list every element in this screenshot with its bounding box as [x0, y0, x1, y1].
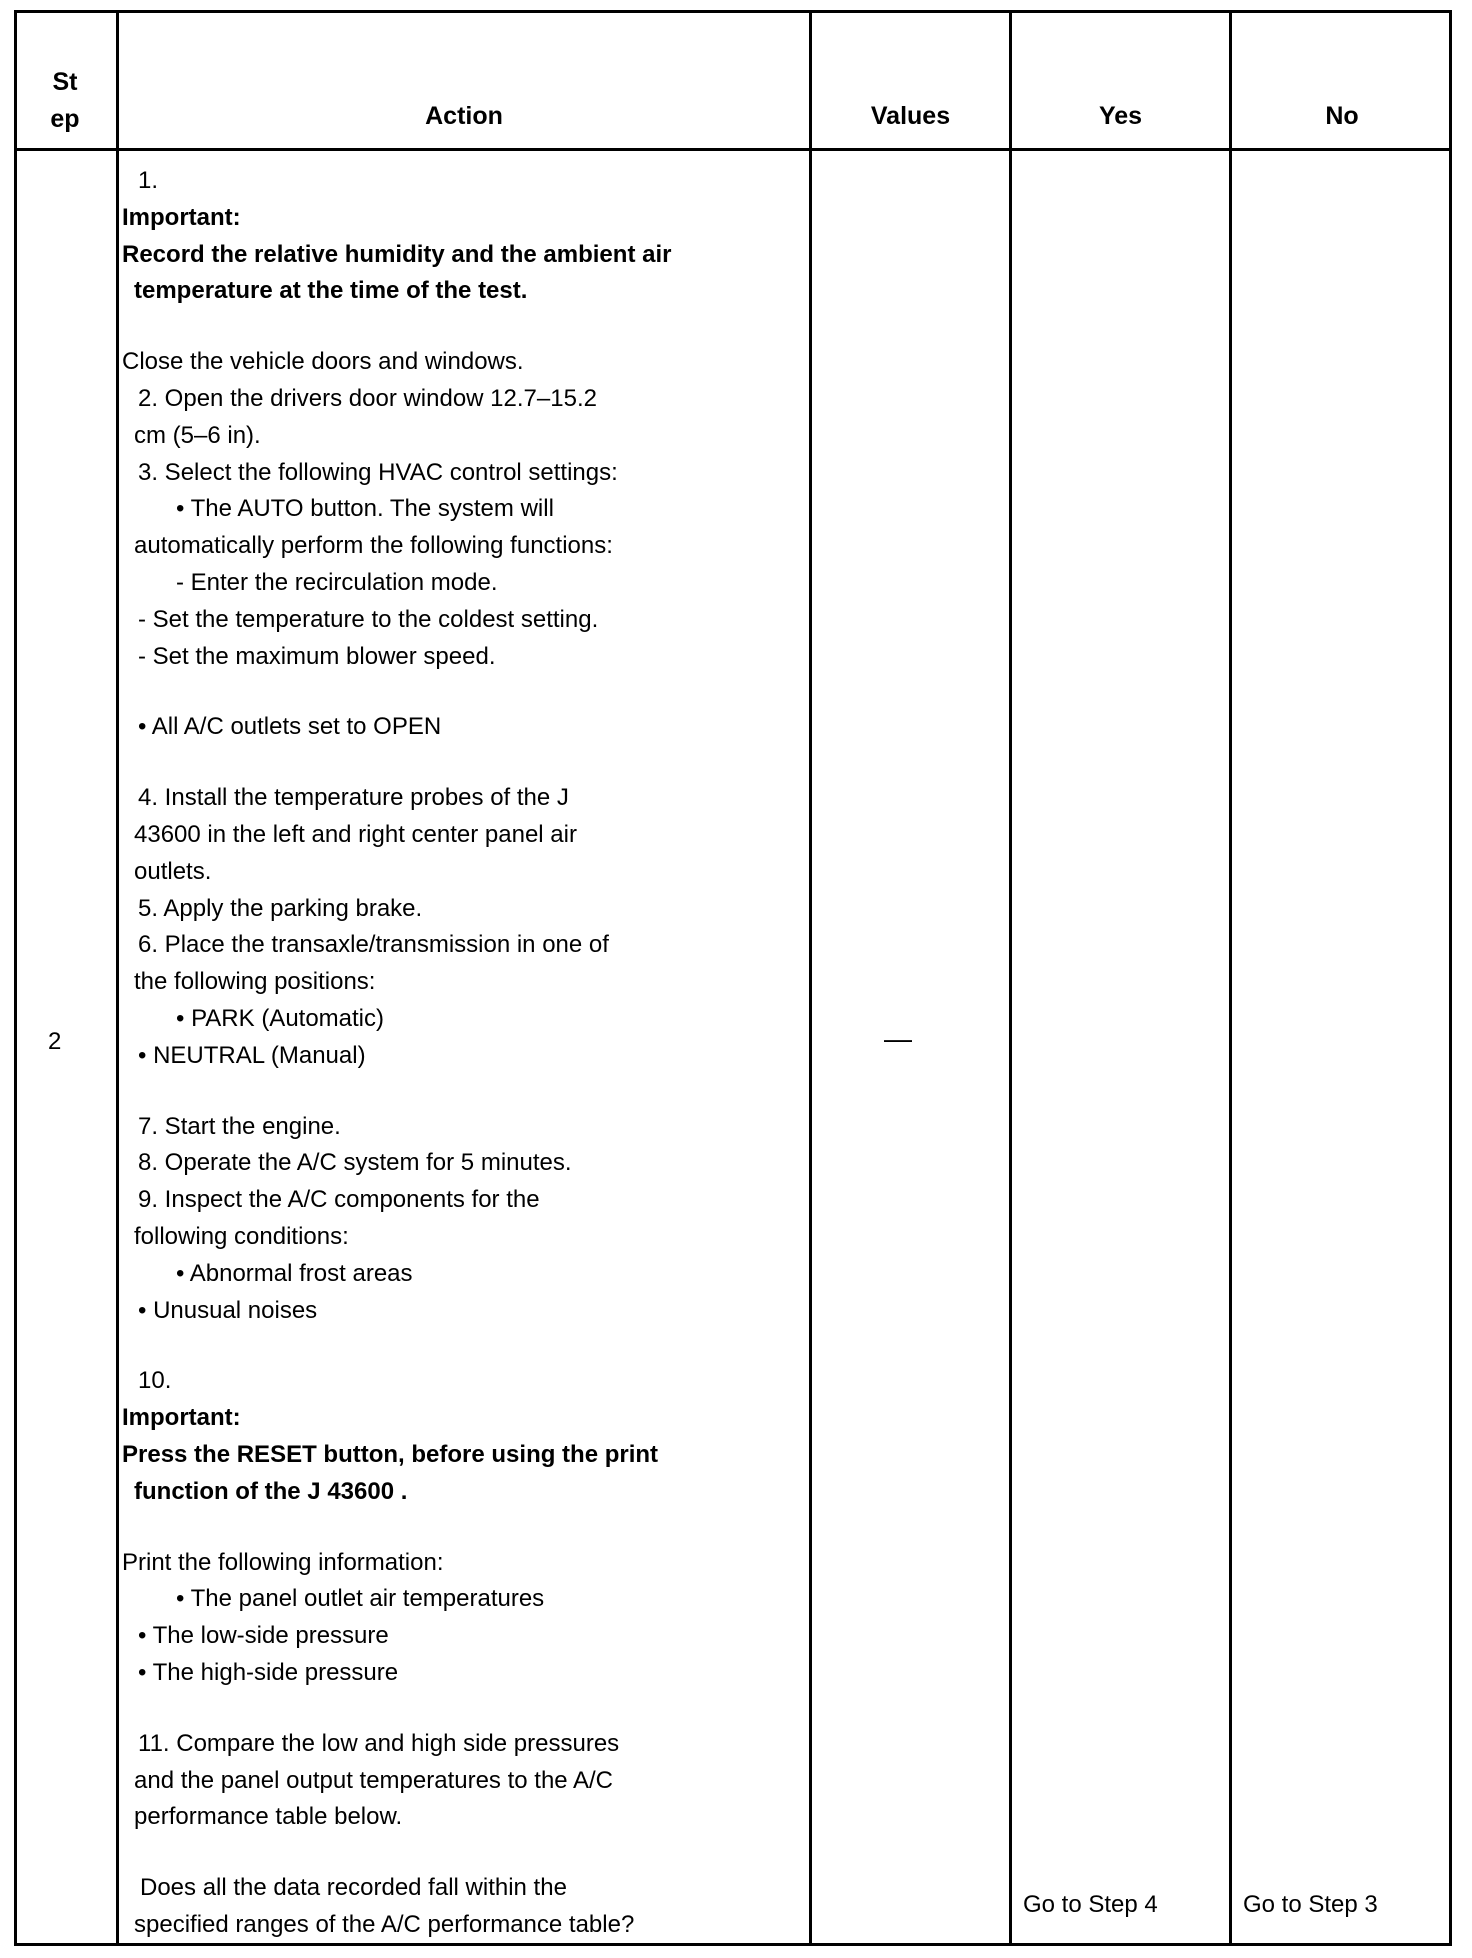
header-yes: Yes — [1098, 102, 1143, 130]
column-divider — [1009, 10, 1012, 1946]
action-line: 6. Place the transaxle/transmission in one of — [138, 931, 609, 959]
action-line: - Set the maximum blower speed. — [138, 642, 496, 670]
header-action: Action — [425, 102, 503, 130]
header-divider — [14, 148, 1452, 151]
yes-cell: Go to Step 4 — [1023, 1891, 1158, 1918]
action-line: • The panel outlet air temperatures — [176, 1585, 545, 1613]
step-number: 2 — [48, 1028, 62, 1055]
action-line: performance table below. — [134, 1803, 403, 1831]
action-line: outlets. — [134, 857, 212, 885]
action-line: 5. Apply the parking brake. — [138, 894, 423, 922]
action-line: 4. Install the temperature probes of the J — [138, 784, 569, 812]
action-line: 8. Operate the A/C system for 5 minutes. — [138, 1149, 572, 1177]
action-line: • The AUTO button. The system will — [176, 495, 554, 523]
no-cell: Go to Step 3 — [1243, 1891, 1378, 1918]
header-values: Values — [870, 102, 951, 130]
header-step-line1: St — [52, 68, 78, 96]
header-step — [14, 64, 116, 138]
action-line: 2. Open the drivers door window 12.7–15.2 — [138, 385, 597, 412]
action-line: Press the RESET button, before using the print — [122, 1441, 659, 1468]
action-line: Record the relative humidity and the ambient air — [122, 240, 672, 268]
action-line: Close the vehicle doors and windows. — [122, 348, 524, 376]
action-line: 10. — [138, 1367, 172, 1395]
action-line: • Abnormal frost areas — [176, 1259, 413, 1287]
action-line: 9. Inspect the A/C components for the — [138, 1186, 540, 1214]
action-line: 11. Compare the low and high side pressures — [138, 1729, 620, 1757]
column-divider — [1229, 10, 1232, 1946]
action-line: 43600 in the left and right center panel air — [134, 821, 577, 848]
values-cell: — — [884, 1023, 912, 1054]
action-line: Important: — [122, 203, 241, 231]
action-line: - Enter the recirculation mode. — [176, 569, 498, 596]
action-line: temperature at the time of the test. — [134, 277, 528, 305]
header-step-line2: ep — [50, 105, 80, 133]
action-line: • All A/C outlets set to OPEN — [138, 713, 442, 741]
action-line: function of the J 43600 . — [134, 1477, 408, 1505]
action-line: 7. Start the engine. — [138, 1112, 341, 1140]
action-line: the following positions: — [134, 968, 376, 996]
action-line: 3. Select the following HVAC control settings: — [138, 458, 618, 486]
action-line: • PARK (Automatic) — [176, 1005, 385, 1032]
action-line: • The high-side pressure — [138, 1659, 399, 1686]
action-line: 1. — [138, 167, 159, 194]
action-line: following conditions: — [134, 1223, 349, 1250]
action-line: Print the following information: — [122, 1548, 444, 1576]
column-divider — [116, 10, 119, 1946]
action-line: cm (5–6 in). — [134, 421, 261, 449]
action-line: • The low-side pressure — [138, 1622, 389, 1650]
action-line: Important: — [122, 1404, 241, 1432]
action-line: Does all the data recorded fall within the — [140, 1874, 567, 1902]
action-line: automatically perform the following functions: — [134, 532, 613, 560]
action-line: • Unusual noises — [138, 1296, 318, 1324]
header-no: No — [1325, 102, 1359, 130]
action-line: • NEUTRAL (Manual) — [138, 1041, 366, 1069]
action-line: - Set the temperature to the coldest setting. — [138, 605, 599, 633]
column-divider — [809, 10, 812, 1946]
action-line: and the panel output temperatures to the A/C — [134, 1766, 613, 1794]
action-line: specified ranges of the A/C performance table? — [134, 1911, 635, 1938]
